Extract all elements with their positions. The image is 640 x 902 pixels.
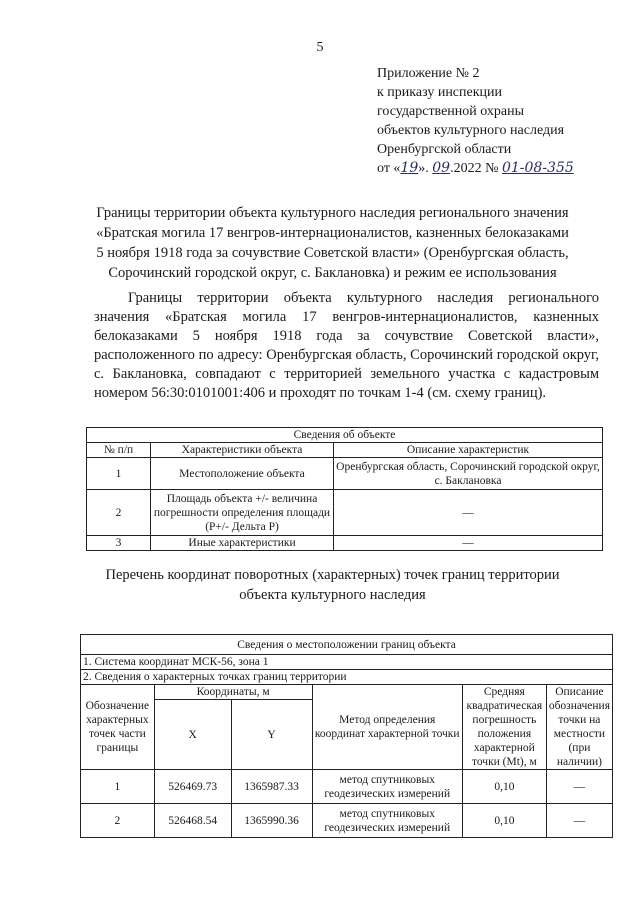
coordinates-heading [70, 565, 595, 605]
title-line: «Братская могила 17 венгров-интернационалистов, казненных белоказаками [96, 225, 569, 241]
table-caption-row [81, 635, 613, 655]
cell-x: 526468.54 [154, 804, 231, 838]
appendix-line: Оренбургской области [377, 142, 512, 157]
header-accuracy: Средняя квадратическая погрешность положения характерной точки (Mt), м [462, 685, 546, 770]
order-date-line [377, 159, 574, 178]
cell-x: 526469.73 [154, 770, 231, 804]
handwritten-order-number: 01-08-355 [501, 160, 574, 176]
row-description: Оренбургская область, Сорочинский городской округ, с. Баклановка [334, 458, 603, 490]
header-coordinates: Координаты, м [154, 685, 312, 700]
cell-method: метод спутниковых геодезических измерений [312, 770, 462, 804]
table-row [87, 458, 603, 490]
header-point-description: Описание обозначения точки на местности (при наличии) [546, 685, 612, 770]
table-header-row [87, 443, 603, 458]
table-row [87, 490, 603, 536]
cell-description: — [546, 770, 612, 804]
handwritten-month: 09 [432, 160, 451, 176]
date-year: .2022 № [450, 161, 499, 176]
object-info-table [86, 427, 603, 551]
header-description: Описание характеристик [334, 443, 603, 458]
row-description: — [334, 536, 603, 551]
cell-accuracy: 0,10 [462, 770, 546, 804]
title-line: Сорочинский городской округ, с. Баклановка) и режим ее использования [108, 265, 557, 281]
section-title: 2. Сведения о характерных точках границ территории [81, 670, 613, 685]
cell-point: 1 [81, 770, 155, 804]
row-characteristic: Местоположение объекта [151, 458, 334, 490]
table-caption-row [87, 428, 603, 443]
cell-y: 1365990.36 [231, 804, 312, 838]
header-point: Обозначение характерных точек части границы [81, 685, 155, 770]
appendix-line: Приложение № 2 [377, 66, 480, 81]
row-characteristic: Площадь объекта +/- величина погрешности определения площади (Р+/- Дельта Р) [151, 490, 334, 536]
row-number: 3 [87, 536, 151, 551]
cell-method: метод спутниковых геодезических измерений [312, 804, 462, 838]
table-row [87, 536, 603, 551]
header-x: X [154, 700, 231, 770]
appendix-line: государственной охраны [377, 104, 525, 119]
row-description: — [334, 490, 603, 536]
header-number: № п/п [87, 443, 151, 458]
date-mid: ». [418, 161, 433, 176]
appendix-block [377, 64, 574, 178]
title-line: 5 ноября 1918 года за сочувствие Советской власти» (Оренбургская область, [96, 245, 569, 261]
date-prefix: от « [377, 161, 401, 176]
cell-point: 2 [81, 804, 155, 838]
intro-paragraph: Границы территории объекта культурного наследия регионального значения «Братская могила 17 венгров-интернационалистов, казненных белоказаками 5 ноября 1918 года за сочувствие Советской власти», расположенного по адресу: Оренбургская область, Сорочинский городской округ, с. Баклановка, совпадают с территорией земельного участка с кадастровым номером 56:30:0101001:406 и проходят по точкам 1-4 (см. схему границ). [94, 290, 599, 401]
row-number: 1 [87, 458, 151, 490]
section-row [81, 670, 613, 685]
document-title [70, 203, 595, 283]
table-header-row [81, 685, 613, 700]
title-line: Границы территории объекта культурного наследия регионального значения [96, 205, 569, 221]
cell-y: 1365987.33 [231, 770, 312, 804]
table-row [81, 804, 613, 838]
handwritten-day: 19 [400, 160, 419, 176]
header-characteristics: Характеристики объекта [151, 443, 334, 458]
header-method: Метод определения координат характерной точки [312, 685, 462, 770]
cell-accuracy: 0,10 [462, 804, 546, 838]
row-number: 2 [87, 490, 151, 536]
table-caption: Сведения об объекте [87, 428, 603, 443]
table-row [81, 770, 613, 804]
appendix-line: объектов культурного наследия [377, 123, 565, 138]
appendix-line: к приказу инспекции [377, 85, 503, 100]
coordinate-system-row [81, 655, 613, 670]
page-number: 5 [316, 40, 324, 55]
coordinate-system: 1. Система координат МСК-56, зона 1 [81, 655, 613, 670]
header-y: Y [231, 700, 312, 770]
table-caption: Сведения о местоположении границ объекта [81, 635, 613, 655]
heading-line: Перечень координат поворотных (характерных) точек границ территории [105, 567, 560, 583]
heading-line: объекта культурного наследия [239, 587, 426, 603]
coordinates-table [80, 634, 613, 838]
cell-description: — [546, 804, 612, 838]
row-characteristic: Иные характеристики [151, 536, 334, 551]
